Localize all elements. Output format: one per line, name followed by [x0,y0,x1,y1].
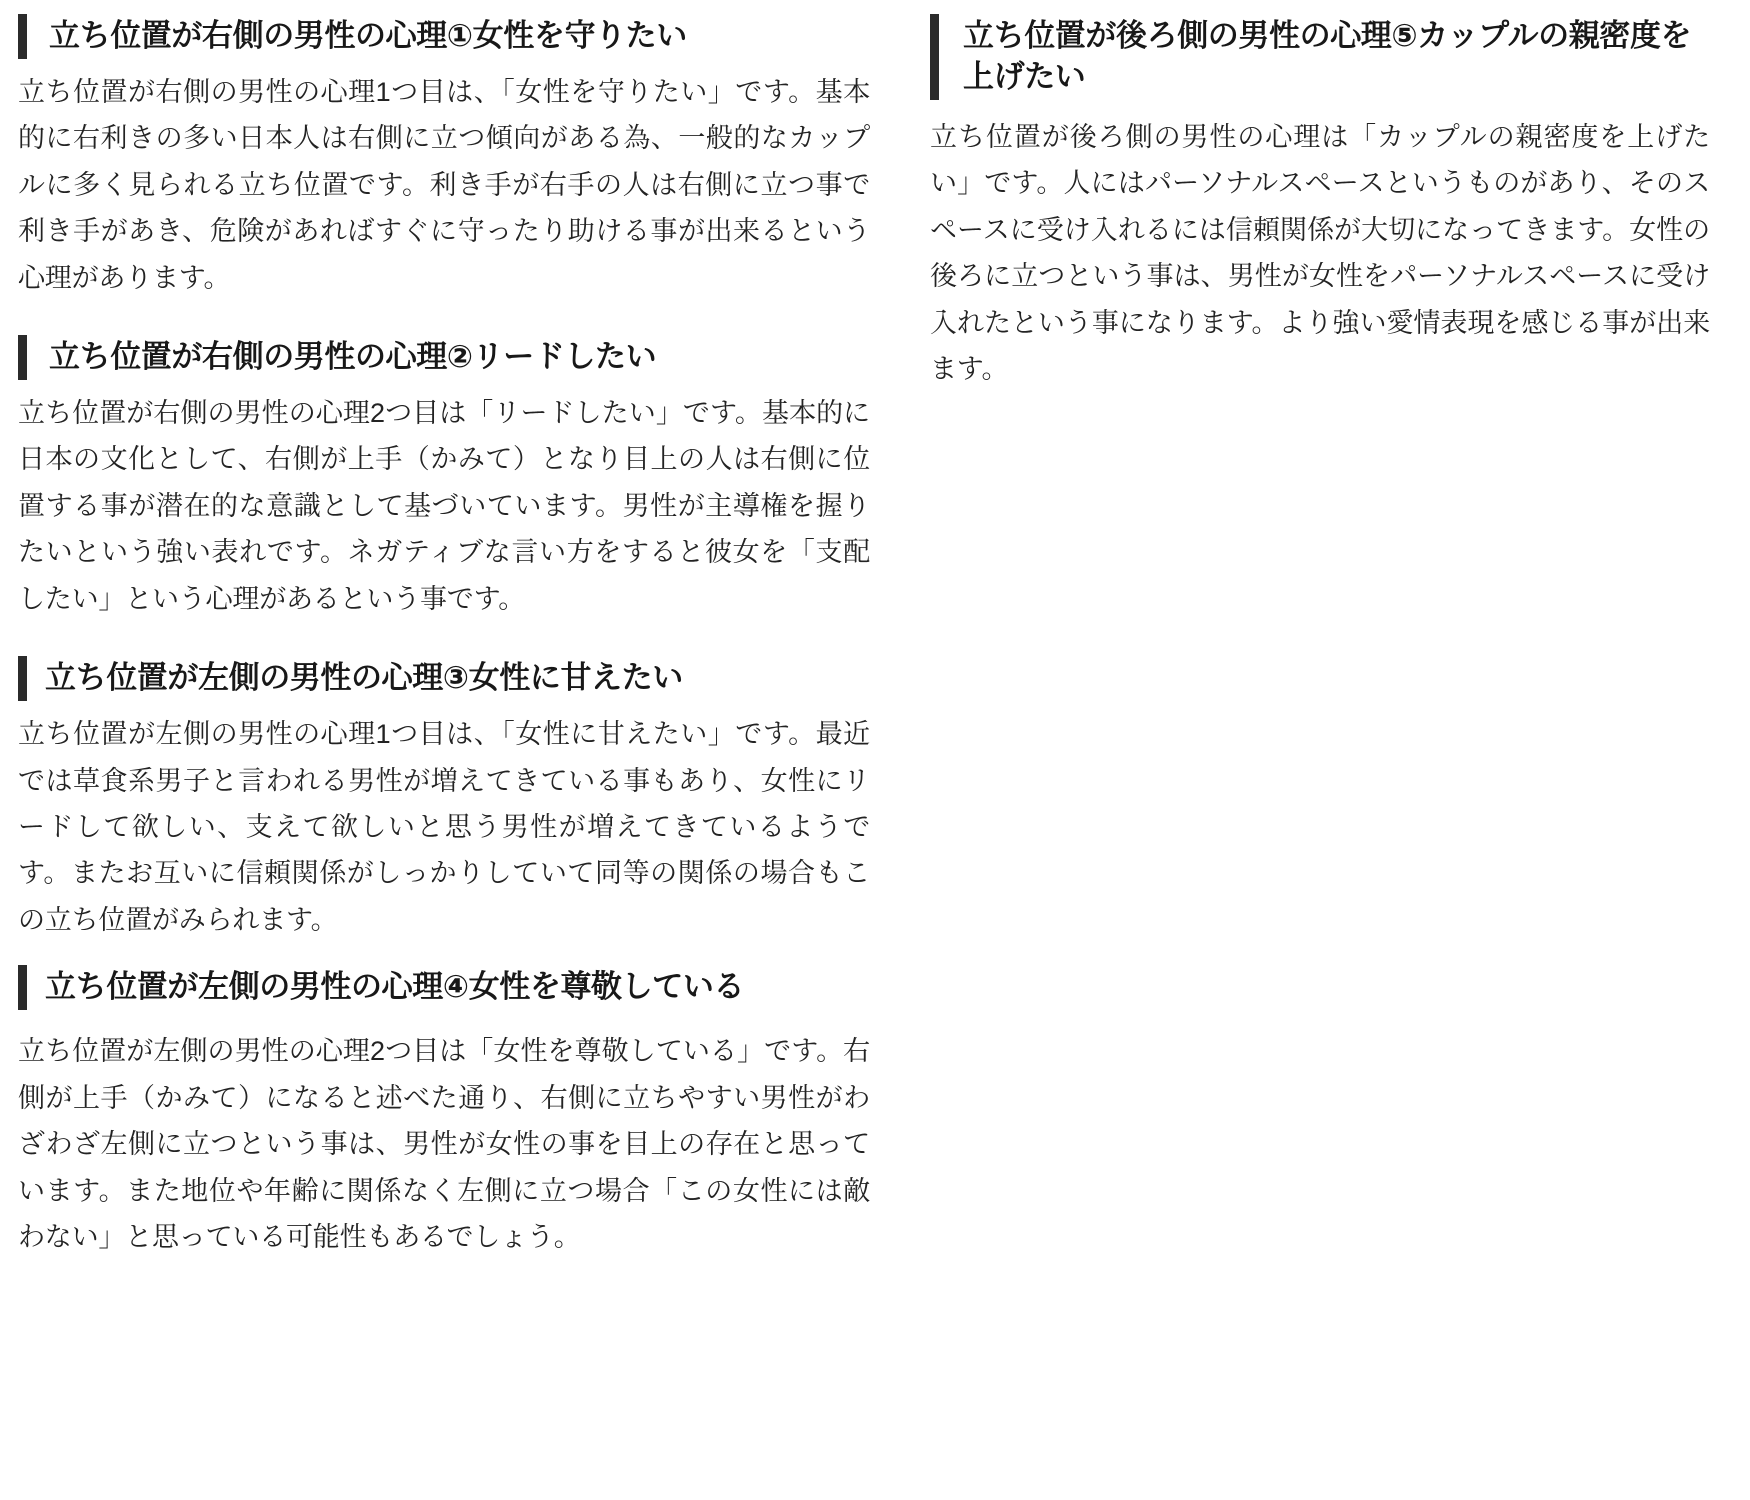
section-heading: 立ち位置が左側の男性の心理③女性に甘えたい [18,656,870,701]
right-column [900,14,1750,426]
section-heading: 立ち位置が後ろ側の男性の心理⑤カップルの親密度を上げたい [930,14,1710,100]
left-column [0,14,900,1294]
section-right-side-1 [18,14,870,301]
section-body: 立ち位置が右側の男性の心理2つ目は「リードしたい」です。基本的に日本の文化として、右側が上手（かみて）となり目上の人は右側に位置する事が潜在的な意識として基づいています。男性が主導権を握りたいという強い表れです。ネガティブな言い方をすると彼女を「支配したい」という心理があるという事です。 [18,398,870,614]
section-behind-5 [930,14,1710,392]
section-heading: 立ち位置が左側の男性の心理④女性を尊敬している [18,965,870,1010]
section-heading: 立ち位置が右側の男性の心理①女性を守りたい [18,14,870,59]
section-body: 立ち位置が左側の男性の心理1つ目は、「女性に甘えたい」です。最近では草食系男子と言われる男性が増えてきている事もあり、女性にリードして欲しい、支えて欲しいと思う男性が増えてきているようです。またお互いに信頼関係がしっかりしていて同等の関係の場合もこの立ち位置がみられます。 [18,719,870,935]
section-body: 立ち位置が左側の男性の心理2つ目は「女性を尊敬している」です。右側が上手（かみて）になると述べた通り、右側に立ちやすい男性がわざわざ左側に立つという事は、男性が女性の事を目上の存在と思っています。また地位や年齢に関係なく左側に立つ場合「この女性には敵わない」と思っている可能性もあるでしょう。 [18,1036,870,1252]
section-heading: 立ち位置が右側の男性の心理②リードしたい [18,335,870,380]
heading-body-spacer [18,1020,870,1028]
article-columns [0,14,1750,1294]
section-body: 立ち位置が後ろ側の男性の心理は「カップルの親密度を上げたい」です。人にはパーソナルスペースというものがあり、そのスペースに受け入れるには信頼関係が大切になってきます。女性の後ろに立つという事は、男性が女性をパーソナルスペースに受け入れたという事になります。より強い愛情表現を感じる事が出来ます。 [930,121,1710,384]
section-left-side-3 [18,656,870,943]
section-right-side-2 [18,335,870,622]
section-body: 立ち位置が右側の男性の心理1つ目は、「女性を守りたい」です。基本的に右利きの多い日本人は右側に立つ傾向がある為、一般的なカップルに多く見られる立ち位置です。利き手が右手の人は右側に立つ事で利き手があき、危険があればすぐに守ったり助ける事が出来るという心理があります。 [18,76,870,293]
section-left-side-4 [18,965,870,1260]
